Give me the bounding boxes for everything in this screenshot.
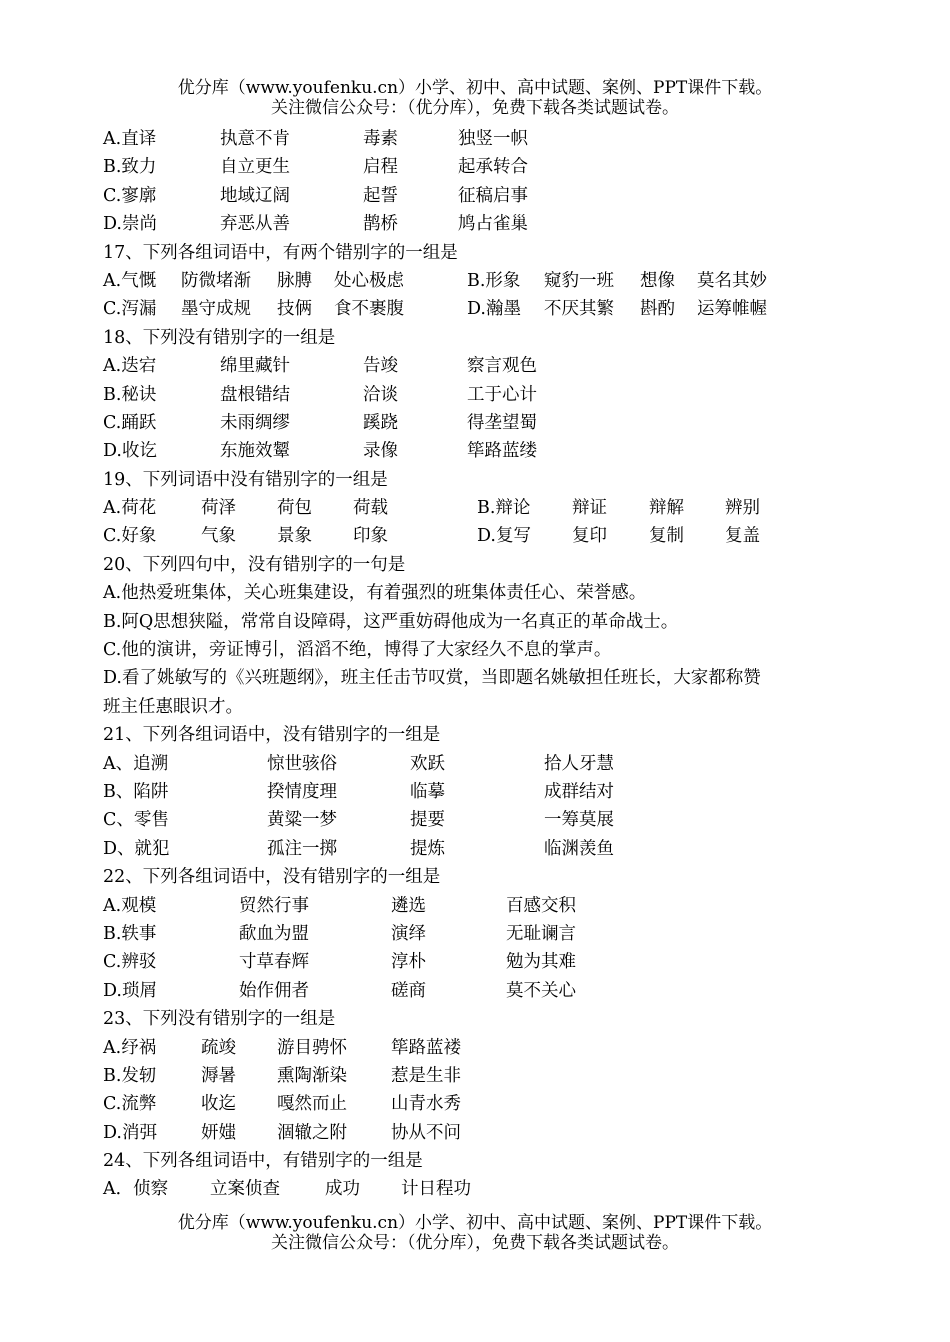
page-header-line2: 关注微信公众号：（优分库），免费下载各类试题试卷。 (271, 98, 679, 118)
q18-option-d: D.收讫 东施效颦 录像 筚路蓝缕 (103, 441, 537, 462)
q18-option-b: B.秘诀 盘根错结 洽谈 工于心计 (103, 384, 537, 405)
q22-option-c: C.辨驳 寸草春辉 淳朴 勉为其难 (103, 952, 576, 973)
q19-title: 19、下列词语中没有错别字的一组是 (103, 469, 388, 490)
q20-option-b: B.阿Q思想狭隘，常常自设障碍，这严重妨碍他成为一名真正的革命战士。 (103, 611, 679, 632)
q22-option-b: B.轶事 歃血为盟 演绎 无耻谰言 (103, 923, 576, 944)
q19-options-cd: C.好象 气象 景象 印象 D.复写 复印 复制 复盖 (103, 526, 760, 547)
q20-option-d-line2: 班主任惠眼识才。 (103, 696, 243, 717)
q23-title: 23、下列没有错别字的一组是 (103, 1009, 336, 1030)
q18-option-a: A.迭宕 绵里藏针 告竣 察言观色 (103, 356, 537, 377)
q16-option-c: C.寥廓 地域辽阔 起誓 征稿启事 (103, 185, 528, 206)
q19-options-ab: A.荷花 荷泽 荷包 荷载 B.辩论 辩证 辩解 辨别 (103, 498, 760, 519)
q24-title: 24、下列各组词语中，有错别字的一组是 (103, 1151, 423, 1172)
q20-option-a: A.他热爱班集体，关心班集建设，有着强烈的班集体责任心、荣誉感。 (103, 583, 647, 604)
q21-option-c: C、零售 黄粱一梦 提要 一筹莫展 (103, 810, 614, 831)
q16-option-b: B.致力 自立更生 启程 起承转合 (103, 157, 528, 178)
q21-title: 21、下列各组词语中，没有错别字的一组是 (103, 725, 441, 746)
q18-option-c: C.踊跃 未雨绸缪 蹊跷 得垄望蜀 (103, 412, 537, 433)
q18-title: 18、下列没有错别字的一组是 (103, 327, 336, 348)
q21-option-b: B、陷阱 揆情度理 临摹 成群结对 (103, 781, 614, 802)
q17-title: 17、下列各组词语中，有两个错别字的一组是 (103, 242, 458, 263)
page-footer-line2: 关注微信公众号：（优分库），免费下载各类试题试卷。 (271, 1233, 679, 1253)
q21-option-d: D、就犯 孤注一掷 提炼 临渊羡鱼 (103, 838, 614, 859)
q17-options-cd: C.泻漏 墨守成规 技俩 食不裹腹 D.瀚墨 不厌其繁 斟酌 运筹帷幄 (103, 299, 767, 320)
q20-title: 20、下列四句中，没有错别字的一句是 (103, 554, 406, 575)
page-header-line1: 优分库（www.youfenku.cn）小学、初中、高中试题、案例、PPT课件下载。 (177, 78, 773, 98)
q23-option-b: B.发轫 溽暑 熏陶渐染 惹是生非 (103, 1065, 461, 1086)
q23-option-a: A.纾祸 疏竣 游目骋怀 筚路蓝褛 (103, 1037, 461, 1058)
q16-option-d: D.崇尚 弃恶从善 鹊桥 鸠占雀巢 (103, 214, 528, 235)
question-content (103, 125, 843, 1204)
q22-option-d: D.琐屑 始作佣者 磋商 莫不关心 (103, 980, 576, 1001)
q22-title: 22、下列各组词语中，没有错别字的一组是 (103, 867, 441, 888)
q17-options-ab: A.气慨 防微堵渐 脉膊 处心极虑 B.形象 窥豹一班 想像 莫名其妙 (103, 270, 767, 291)
page-footer-line1: 优分库（www.youfenku.cn）小学、初中、高中试题、案例、PPT课件下载。 (177, 1213, 773, 1233)
q23-option-c: C.流弊 收迄 嘎然而止 山青水秀 (103, 1094, 461, 1115)
q20-option-c: C.他的演讲，旁证博引，滔滔不绝，博得了大家经久不息的掌声。 (103, 640, 612, 661)
q23-option-d: D.消弭 妍媸 涸辙之附 协从不问 (103, 1122, 461, 1143)
q21-option-a: A、追溯 惊世骇俗 欢跃 拾人牙慧 (103, 753, 614, 774)
q20-option-d-line1: D.看了姚敏写的《兴班题纲》，班主任击节叹赏，当即题名姚敏担任班长，大家都称赞 (103, 668, 761, 689)
q16-option-a: A.直译 执意不肯 毒素 独竖一帜 (103, 129, 528, 149)
q24-option-a: A．侦察 立案侦查 成功 计日程功 (103, 1179, 471, 1200)
q22-option-a: A.观模 贸然行事 遴选 百感交积 (103, 895, 576, 916)
